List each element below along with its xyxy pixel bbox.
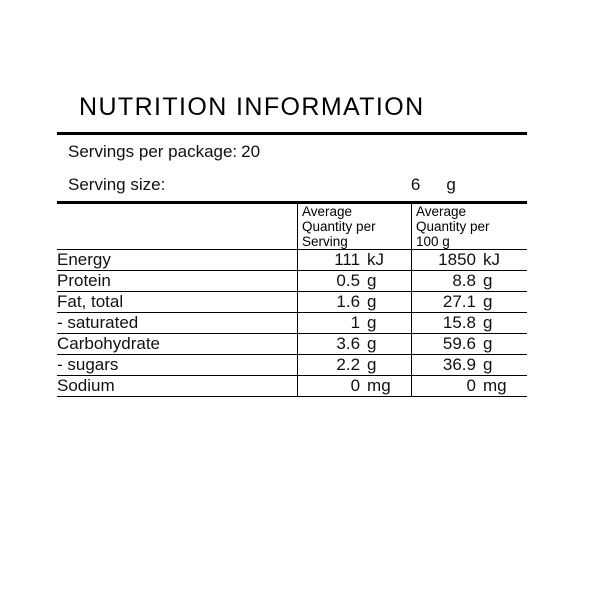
row-serving-cell	[298, 355, 412, 376]
row-label: Fat, total	[57, 292, 298, 313]
row-per100-unit: g	[482, 355, 493, 374]
servings-block	[57, 135, 527, 201]
row-serving-unit: g	[367, 313, 377, 332]
row-per100-unit: g	[482, 292, 493, 311]
page-title: NUTRITION INFORMATION	[79, 93, 425, 121]
row-serving-value: 1	[350, 313, 361, 332]
row-per100-value: 27.1	[442, 292, 476, 311]
row-label: - saturated	[57, 313, 298, 334]
row-serving-value: 0	[350, 376, 361, 395]
row-serving-cell	[298, 376, 412, 397]
row-serving-cell	[298, 250, 412, 271]
panel-bottom-padding	[57, 397, 527, 413]
row-label: Carbohydrate	[57, 334, 298, 355]
header-per-100g-line-3: 100 g	[415, 234, 450, 249]
row-serving-unit: g	[367, 271, 377, 290]
row-per100-cell	[411, 355, 527, 376]
row-per100-value: 36.9	[442, 355, 476, 374]
row-serving-cell	[298, 313, 412, 334]
row-per100-value: 1850	[438, 250, 476, 269]
row-per100-value: 8.8	[452, 271, 476, 290]
row-per100-cell	[411, 376, 527, 397]
row-serving-cell	[298, 292, 412, 313]
row-per100-unit: mg	[482, 376, 507, 395]
header-per-100g	[411, 204, 527, 250]
servings-per-package-label: Servings per package:	[68, 142, 238, 161]
header-per-serving-line-2: Quantity per	[302, 219, 376, 234]
row-per100-value: 0	[466, 376, 476, 395]
nutrition-table	[57, 204, 527, 396]
header-per-serving-line-3: Serving	[302, 234, 348, 249]
row-serving-value: 2.2	[336, 355, 361, 374]
row-per100-unit: g	[482, 334, 493, 353]
header-per-serving	[298, 204, 412, 250]
row-label: Sodium	[57, 376, 298, 397]
row-per100-cell	[411, 271, 527, 292]
table-row	[57, 250, 527, 271]
table-row	[57, 376, 527, 397]
row-per100-cell	[411, 250, 527, 271]
row-serving-unit: g	[367, 355, 377, 374]
row-per100-value: 59.6	[442, 334, 476, 353]
row-per100-value: 15.8	[442, 313, 476, 332]
table-row	[57, 334, 527, 355]
row-serving-value: 1.6	[336, 292, 361, 311]
row-serving-unit: kJ	[367, 250, 385, 269]
serving-size-label: Serving size:	[68, 175, 166, 194]
table-row	[57, 271, 527, 292]
row-per100-unit: g	[482, 313, 493, 332]
header-blank-cell	[57, 204, 298, 250]
row-serving-value: 111	[334, 250, 361, 269]
row-serving-value: 0.5	[336, 271, 361, 290]
row-label: - sugars	[57, 355, 298, 376]
row-serving-unit: mg	[367, 376, 391, 395]
servings-per-package-value: 20	[241, 142, 261, 161]
servings-per-package-row	[57, 135, 527, 168]
table-header-row	[57, 204, 527, 250]
row-serving-unit: g	[367, 334, 377, 353]
serving-size-unit: g	[446, 175, 456, 194]
row-per100-cell	[411, 292, 527, 313]
serving-size-row	[57, 168, 527, 201]
table-row	[57, 313, 527, 334]
table-row	[57, 292, 527, 313]
serving-size-value: 6	[410, 175, 421, 194]
row-per100-unit: kJ	[482, 250, 500, 269]
row-per100-cell	[411, 313, 527, 334]
row-serving-cell	[298, 271, 412, 292]
header-per-100g-line-2: Quantity per	[415, 219, 490, 234]
row-label: Protein	[57, 271, 298, 292]
nutrition-information-panel	[57, 85, 527, 413]
table-row	[57, 355, 527, 376]
row-per100-cell	[411, 334, 527, 355]
header-per-serving-line-1: Average	[302, 204, 353, 219]
row-serving-unit: g	[367, 292, 377, 311]
row-label: Energy	[57, 250, 298, 271]
row-serving-cell	[298, 334, 412, 355]
row-per100-unit: g	[482, 271, 493, 290]
header-per-100g-line-1: Average	[415, 204, 467, 219]
row-serving-value: 3.6	[336, 334, 361, 353]
